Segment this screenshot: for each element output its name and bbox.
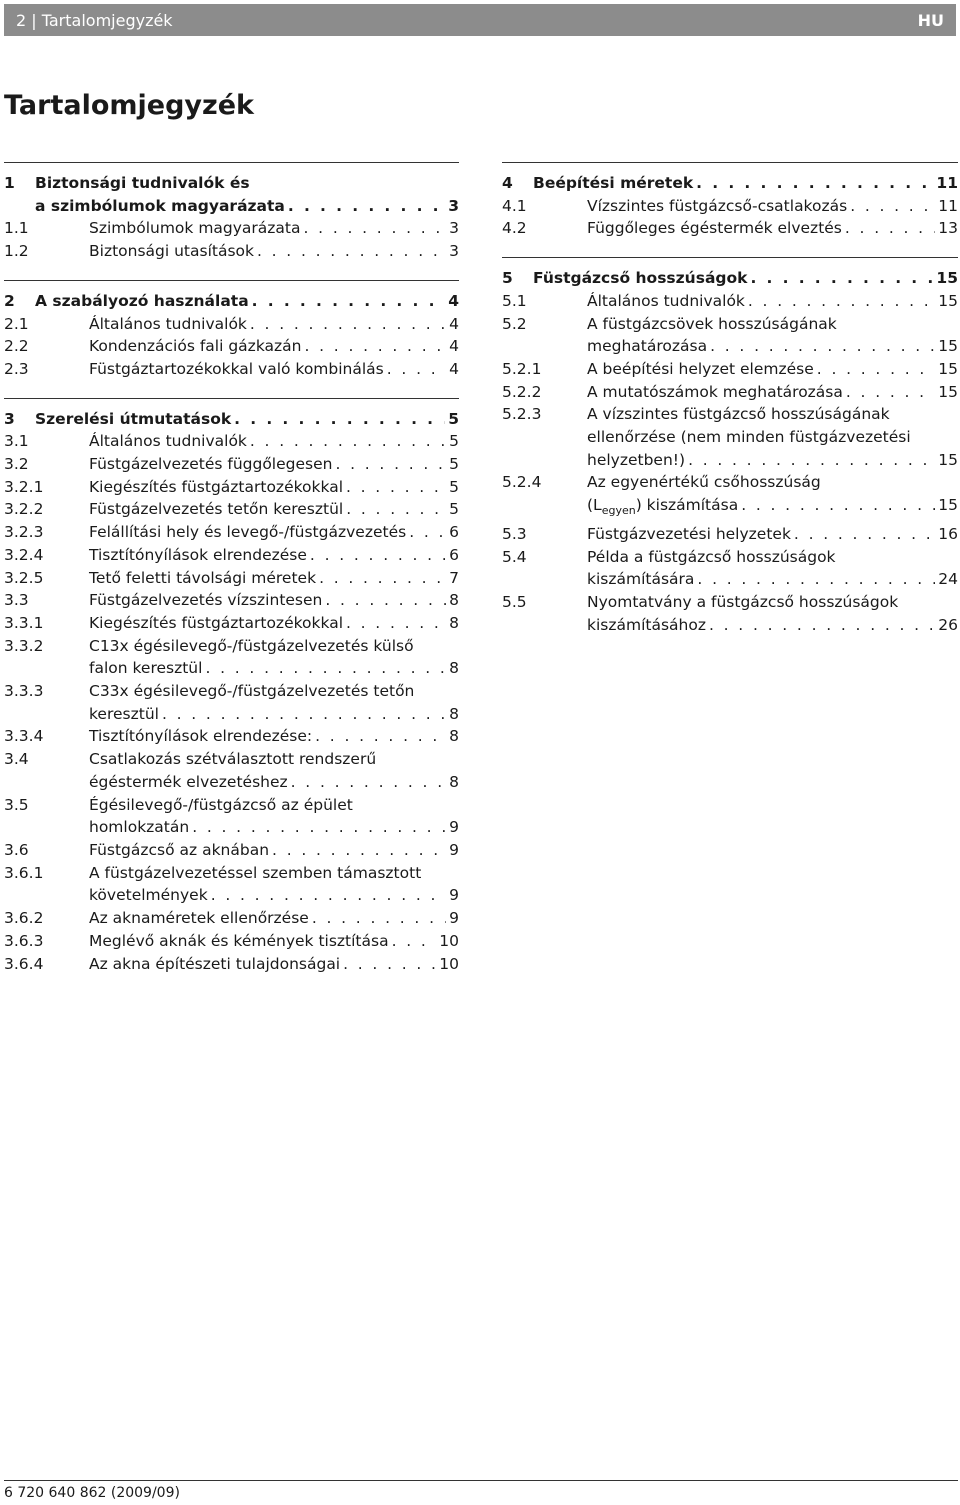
toc-entry[interactable] xyxy=(502,195,958,218)
dot-leader xyxy=(392,930,437,953)
dot-leader xyxy=(696,172,933,195)
toc-entry-page: 3 xyxy=(448,196,459,215)
toc-entry-body xyxy=(533,267,958,290)
toc-entry[interactable] xyxy=(502,313,958,358)
toc-entry-page: 15 xyxy=(938,359,958,378)
toc-entry-title-line: Felállítási hely és levegő-/füstgázvezetés xyxy=(89,523,407,542)
toc-entry-page: 24 xyxy=(938,570,958,589)
dot-leader xyxy=(710,335,935,358)
toc-entry-body xyxy=(89,725,459,748)
toc-entry-title-line: Beépítési méretek xyxy=(533,174,694,192)
toc-entry[interactable] xyxy=(502,290,958,313)
toc-section xyxy=(502,162,958,240)
toc-entry-body xyxy=(89,453,459,476)
toc-entry-page: 9 xyxy=(449,886,459,905)
toc-entry-number: 3.1 xyxy=(4,432,29,451)
toc-entry-page: 11 xyxy=(936,174,958,192)
toc-entry-number: 3.2.3 xyxy=(4,523,44,542)
toc-entry-title-line: A szabályozó használata xyxy=(35,291,249,310)
toc-entry-number: 3.2.5 xyxy=(4,568,44,587)
toc-entry-body xyxy=(89,335,459,358)
dot-leader xyxy=(346,498,446,521)
toc-entry-title-line: kiszámításához xyxy=(587,615,706,634)
toc-entry-number: 3.5 xyxy=(4,795,29,814)
toc-entry-page: 4 xyxy=(449,314,459,333)
toc-entry-page: 6 xyxy=(449,523,459,542)
toc-entry-page: 8 xyxy=(449,613,459,632)
toc-entry-page: 3 xyxy=(449,219,459,238)
page-title: Tartalomjegyzék xyxy=(4,90,255,121)
dot-leader xyxy=(257,240,446,263)
toc-entry-body xyxy=(89,498,459,521)
dot-leader xyxy=(304,217,447,240)
toc-entry-body xyxy=(89,862,459,907)
toc-entry-page: 8 xyxy=(449,659,459,678)
toc-entry-title-line: A beépítési helyzet elemzése xyxy=(587,359,814,378)
toc-entry-body xyxy=(89,794,459,839)
toc-entry-title-line: követelmények xyxy=(89,886,208,905)
toc-entry-number: 2 xyxy=(4,291,15,310)
toc-entry-number: 3.2.2 xyxy=(4,500,44,519)
toc-entry-page: 4 xyxy=(449,359,459,378)
toc-entry[interactable] xyxy=(502,267,958,290)
toc-entry[interactable] xyxy=(4,748,459,793)
toc-entry-title-line: keresztül xyxy=(89,704,159,723)
toc-entry-page: 8 xyxy=(449,772,459,791)
toc-entry-number: 5.1 xyxy=(502,291,527,310)
toc-entry-number: 5.2 xyxy=(502,314,527,333)
dot-leader xyxy=(250,430,446,453)
toc-entry-title-line: C13x égésilevegő-/füstgázelvezetés külső xyxy=(89,636,414,655)
toc-entry-page: 15 xyxy=(938,496,958,515)
toc-entry[interactable] xyxy=(4,839,459,862)
toc-entry[interactable] xyxy=(4,567,459,590)
toc-entry[interactable] xyxy=(4,498,459,521)
toc-entry-page: 6 xyxy=(449,545,459,564)
dot-leader xyxy=(288,195,445,218)
toc-entry[interactable] xyxy=(4,358,459,381)
toc-entry-body xyxy=(587,358,958,381)
toc-entry[interactable] xyxy=(502,591,958,636)
toc-entry-body xyxy=(587,523,958,546)
dot-leader xyxy=(310,544,446,567)
toc-entry-page: 8 xyxy=(449,727,459,746)
toc-entry[interactable] xyxy=(502,217,958,240)
toc-section xyxy=(4,398,459,976)
toc-entry-number: 3.2 xyxy=(4,455,29,474)
toc-entry-title-line: A füstgázelvezetéssel szemben támasztott xyxy=(89,863,422,882)
toc-entry-title-line: a szimbólumok magyarázata xyxy=(35,196,285,215)
footer-divider xyxy=(4,1480,958,1481)
toc-entry-page: 26 xyxy=(938,615,958,634)
toc-entry-body xyxy=(587,217,958,240)
toc-entry-page: 10 xyxy=(439,931,459,950)
toc-entry[interactable] xyxy=(502,471,958,523)
toc-entry-body xyxy=(35,172,459,217)
toc-entry-page: 15 xyxy=(938,382,958,401)
toc-entry-title-line: meghatározása xyxy=(587,337,708,356)
toc-entry-title-line: Kiegészítés füstgáztartozékokkal xyxy=(89,613,343,632)
dot-leader xyxy=(817,358,935,381)
toc-entry-page: 5 xyxy=(448,409,459,428)
toc-entry-title-line: C33x égésilevegő-/füstgázelvezetés tetőn xyxy=(89,682,415,701)
toc-entry-title-line: Általános tudnivalók xyxy=(89,432,247,451)
toc-entry-title-line: Meglévő aknák és kémények tisztítása xyxy=(89,931,389,950)
toc-entry-body xyxy=(89,930,459,953)
toc-entry-number: 4.1 xyxy=(502,196,527,215)
toc-entry-page: 4 xyxy=(448,291,459,310)
toc-entry-body xyxy=(89,680,459,725)
toc-entry-body xyxy=(35,408,459,431)
toc-entry-body xyxy=(587,195,958,218)
toc-entry[interactable] xyxy=(502,523,958,546)
toc-entry-title-line: Füstgáztartozékokkal való kombinálás xyxy=(89,359,384,378)
toc-entry[interactable] xyxy=(4,217,459,240)
toc-entry-number: 3.6.1 xyxy=(4,863,44,882)
toc-entry-body xyxy=(587,290,958,313)
toc-entry[interactable] xyxy=(502,358,958,381)
toc-entry-title-line: A mutatószámok meghatározása xyxy=(587,382,843,401)
dot-leader xyxy=(312,907,446,930)
toc-entry-page: 8 xyxy=(449,591,459,610)
toc-entry-number: 3.6.3 xyxy=(4,931,44,950)
toc-entry-page: 5 xyxy=(449,455,459,474)
toc-entry-body xyxy=(89,240,459,263)
dot-leader xyxy=(205,657,446,680)
toc-entry-page: 7 xyxy=(449,568,459,587)
toc-entry[interactable] xyxy=(4,680,459,725)
toc-entry-number: 2.2 xyxy=(4,337,29,356)
toc-entry-title-line: Általános tudnivalók xyxy=(587,291,745,310)
toc-entry[interactable] xyxy=(4,521,459,544)
toc-entry[interactable] xyxy=(4,907,459,930)
toc-entry-page: 9 xyxy=(449,818,459,837)
dot-leader xyxy=(211,884,446,907)
toc-section xyxy=(4,280,459,381)
dot-leader xyxy=(192,816,446,839)
dot-leader xyxy=(409,521,446,544)
toc-entry-number: 4.2 xyxy=(502,219,527,238)
toc-right-column xyxy=(502,162,958,653)
toc-entry-body xyxy=(89,544,459,567)
toc-entry[interactable] xyxy=(4,430,459,453)
toc-entry-number: 3.3.4 xyxy=(4,727,44,746)
toc-entry-body xyxy=(89,612,459,635)
toc-entry-title-line: Függőleges égéstermék elveztés xyxy=(587,219,842,238)
toc-entry[interactable] xyxy=(4,725,459,748)
toc-entry-page: 5 xyxy=(449,500,459,519)
toc-entry-number: 5.4 xyxy=(502,547,527,566)
toc-entry[interactable] xyxy=(502,403,958,471)
dot-leader xyxy=(325,589,446,612)
toc-entry-body xyxy=(89,907,459,930)
toc-entry-title-line: helyzetben!) xyxy=(587,450,686,469)
toc-entry-body xyxy=(587,403,958,471)
toc-entry[interactable] xyxy=(4,476,459,499)
toc-entry-title-line: Füstgázvezetési helyzetek xyxy=(587,524,791,543)
toc-entry-number: 2.3 xyxy=(4,359,29,378)
toc-entry[interactable] xyxy=(4,794,459,839)
toc-entry[interactable] xyxy=(4,589,459,612)
toc-entry-title-line: Vízszintes füstgázcső-csatlakozás xyxy=(587,196,848,215)
toc-entry-number: 1.1 xyxy=(4,219,29,238)
toc-entry-title-line: Az aknaméretek ellenőrzése xyxy=(89,909,309,928)
toc-entry[interactable] xyxy=(502,172,958,195)
page-header xyxy=(4,4,956,36)
toc-entry-body xyxy=(89,839,459,862)
toc-entry[interactable] xyxy=(4,408,459,431)
toc-entry-page: 15 xyxy=(938,337,958,356)
toc-entry-title-line: Biztonsági tudnivalók és xyxy=(35,174,250,192)
toc-entry-title-line: A füstgázcsövek hosszúságának xyxy=(587,314,837,333)
toc-entry-body xyxy=(587,546,958,591)
dot-leader xyxy=(252,290,446,313)
toc-entry-title-line: Tisztítónyílások elrendezése xyxy=(89,545,307,564)
dot-leader xyxy=(794,523,935,546)
toc-entry-title-line: Szerelési útmutatások xyxy=(35,409,232,428)
toc-entry-number: 1 xyxy=(4,174,15,192)
toc-entry-title-line: Tető feletti távolsági méretek xyxy=(89,568,317,587)
toc-entry[interactable] xyxy=(4,290,459,313)
dot-leader xyxy=(162,703,446,726)
toc-entry-page: 4 xyxy=(449,337,459,356)
toc-entry-number: 5.5 xyxy=(502,593,527,612)
toc-entry-title-line: falon keresztül xyxy=(89,659,203,678)
toc-entry[interactable] xyxy=(4,240,459,263)
dot-leader xyxy=(709,614,935,637)
toc-entry-number: 3 xyxy=(4,409,15,428)
toc-entry-number: 4 xyxy=(502,174,513,192)
dot-leader xyxy=(750,267,933,290)
toc-entry-page: 5 xyxy=(449,432,459,451)
toc-entry-title-line: A vízszintes füstgázcső hosszúságának xyxy=(587,405,890,424)
dot-leader xyxy=(845,217,935,240)
dot-leader xyxy=(291,771,446,794)
toc-entry-number: 3.6 xyxy=(4,840,29,859)
dot-leader xyxy=(343,953,436,976)
toc-entry[interactable] xyxy=(4,930,459,953)
toc-entry-title-line: Csatlakozás szétválasztott rendszerű xyxy=(89,750,377,769)
toc-entry-title-line xyxy=(587,494,738,523)
toc-section xyxy=(4,162,459,263)
dot-leader xyxy=(335,453,446,476)
toc-entry-title-line: Füstgázelvezetés tetőn keresztül xyxy=(89,500,344,519)
toc-entry-body xyxy=(89,358,459,381)
dot-leader xyxy=(250,313,446,336)
toc-entry-number: 5.2.3 xyxy=(502,405,542,424)
toc-entry-body xyxy=(89,521,459,544)
toc-entry-page: 10 xyxy=(439,954,459,973)
toc-entry-page: 15 xyxy=(938,291,958,310)
toc-entry-page: 16 xyxy=(938,524,958,543)
toc-entry-body xyxy=(89,430,459,453)
toc-entry-number: 3.4 xyxy=(4,750,29,769)
toc-entry-number: 3.3.2 xyxy=(4,636,44,655)
toc-entry-number: 2.1 xyxy=(4,314,29,333)
toc-entry-title-line: Kondenzációs fali gázkazán xyxy=(89,337,302,356)
dot-leader xyxy=(850,195,935,218)
toc-entry-body xyxy=(89,589,459,612)
toc-entry-title-line: ellenőrzése (nem minden füstgázvezetési xyxy=(587,428,911,447)
toc-entry-body xyxy=(89,313,459,336)
toc-entry-page: 3 xyxy=(449,242,459,261)
toc-entry-number: 5 xyxy=(502,269,513,288)
toc-entry[interactable] xyxy=(4,544,459,567)
toc-entry-body xyxy=(587,313,958,358)
dot-leader xyxy=(272,839,446,862)
toc-entry-title-line: Füstgázcső hosszúságok xyxy=(533,269,748,288)
toc-entry-title-line: Nyomtatvány a füstgázcső hosszúságok xyxy=(587,593,899,612)
toc-entry-body xyxy=(89,953,459,976)
toc-entry-title-line: Égésilevegő-/füstgázcső az épület xyxy=(89,795,353,814)
document-number: 6 720 640 862 (2009/09) xyxy=(4,1485,180,1501)
header-page-label: 2 | Tartalomjegyzék xyxy=(16,11,173,30)
toc-entry-title-part: ) kiszámítása xyxy=(635,496,739,515)
toc-entry-body xyxy=(89,476,459,499)
toc-entry-number: 3.3.3 xyxy=(4,682,44,701)
toc-entry-title-line: Az akna építészeti tulajdonságai xyxy=(89,954,341,973)
dot-leader xyxy=(741,494,935,517)
toc-entry-number: 5.2.2 xyxy=(502,382,542,401)
toc-entry-title-line: Tisztítónyílások elrendezése: xyxy=(89,727,313,746)
toc-entry[interactable] xyxy=(502,546,958,591)
toc-entry-title-line: Füstgázelvezetés függőlegesen xyxy=(89,455,333,474)
toc-entry-title-part: (L xyxy=(587,496,602,515)
toc-entry-title-line: Füstgázelvezetés vízszintesen xyxy=(89,591,323,610)
toc-entry-page: 9 xyxy=(449,840,459,859)
toc-entry-number: 5.3 xyxy=(502,524,527,543)
toc-entry-body xyxy=(89,217,459,240)
toc-entry-page: 13 xyxy=(938,219,958,238)
toc-entry-title-line: homlokzatán xyxy=(89,818,190,837)
dot-leader xyxy=(748,290,935,313)
toc-entry-title-line: kiszámítására xyxy=(587,570,695,589)
toc-entry[interactable] xyxy=(4,335,459,358)
toc-entry-body xyxy=(89,635,459,680)
toc-entry-body xyxy=(587,591,958,636)
toc-left-column xyxy=(4,162,459,992)
toc-entry-number: 3.2.4 xyxy=(4,545,44,564)
toc-entry-title-line: Biztonsági utasítások xyxy=(89,242,254,261)
toc-entry-body xyxy=(89,567,459,590)
toc-entry-page: 8 xyxy=(449,704,459,723)
toc-entry-number: 3.3.1 xyxy=(4,613,44,632)
dot-leader xyxy=(387,358,446,381)
toc-entry[interactable] xyxy=(4,172,459,217)
toc-entry-page: 11 xyxy=(938,196,958,215)
dot-leader xyxy=(688,449,935,472)
toc-entry[interactable] xyxy=(4,862,459,907)
dot-leader xyxy=(315,725,446,748)
toc-entry-page: 9 xyxy=(449,909,459,928)
toc-entry-number: 3.2.1 xyxy=(4,477,44,496)
toc-entry-page: 15 xyxy=(938,450,958,469)
dot-leader xyxy=(346,612,446,635)
toc-entry-number: 3.3 xyxy=(4,591,29,610)
toc-entry-body xyxy=(587,381,958,404)
toc-entry-page: 5 xyxy=(449,477,459,496)
toc-entry-page: 15 xyxy=(936,269,958,288)
toc-entry-title-line: Példa a füstgázcső hosszúságok xyxy=(587,547,836,566)
toc-entry[interactable] xyxy=(4,453,459,476)
toc-entry-subscript: egyen xyxy=(601,504,636,518)
dot-leader xyxy=(846,381,935,404)
dot-leader xyxy=(234,408,445,431)
toc-entry[interactable] xyxy=(4,612,459,635)
toc-entry-number: 3.6.4 xyxy=(4,954,44,973)
header-language: HU xyxy=(917,11,944,30)
toc-entry-body xyxy=(89,748,459,793)
toc-entry-number: 5.2.4 xyxy=(502,473,542,492)
toc-entry-title-line: Szimbólumok magyarázata xyxy=(89,219,301,238)
toc-entry-title-line: Általános tudnivalók xyxy=(89,314,247,333)
dot-leader xyxy=(304,335,446,358)
toc-entry[interactable] xyxy=(502,381,958,404)
toc-entry[interactable] xyxy=(4,635,459,680)
toc-entry-body xyxy=(587,471,958,523)
toc-entry-title-line: Kiegészítés füstgáztartozékokkal xyxy=(89,477,343,496)
toc-entry-title-line: Az egyenértékű csőhosszúság xyxy=(587,473,821,492)
toc-entry-body xyxy=(533,172,958,195)
dot-leader xyxy=(697,568,935,591)
toc-entry-title-line: égéstermék elvezetéshez xyxy=(89,772,288,791)
toc-section xyxy=(502,257,958,636)
dot-leader xyxy=(346,476,446,499)
toc-entry-number: 3.6.2 xyxy=(4,909,44,928)
toc-entry-title-line: Füstgázcső az aknában xyxy=(89,840,270,859)
toc-entry[interactable] xyxy=(4,313,459,336)
toc-entry-body xyxy=(35,290,459,313)
toc-entry[interactable] xyxy=(4,953,459,976)
toc-entry-number: 1.2 xyxy=(4,242,29,261)
toc-entry-number: 5.2.1 xyxy=(502,359,542,378)
dot-leader xyxy=(319,567,446,590)
